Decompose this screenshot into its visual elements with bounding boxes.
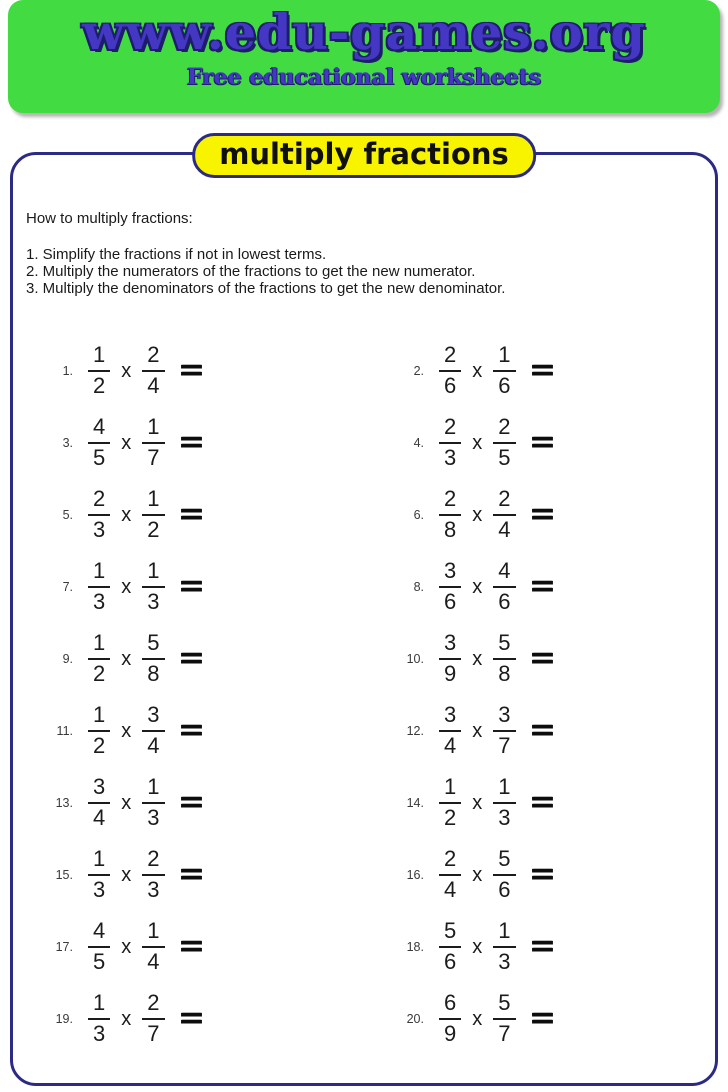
fraction-denominator: 3 [147,589,160,614]
fraction-denominator: 7 [498,1021,511,1046]
fraction-numerator: 5 [493,631,515,660]
problem-number: 4. [413,436,424,450]
problem-row [364,767,715,839]
fraction-denominator: 7 [147,1021,160,1046]
fraction-first [439,991,461,1046]
problem-row [364,983,715,1055]
fraction-denominator: 7 [147,445,160,470]
problem-row [13,839,364,911]
problem-number: 14. [406,796,424,810]
fraction-numerator: 2 [88,487,110,516]
fraction-first [88,487,110,542]
multiply-operator: x [121,863,132,886]
problem-number: 20. [406,1012,424,1026]
fraction-first [88,559,110,614]
fraction-first [439,415,461,470]
site-url-title: www.edu-games.org [82,3,646,61]
multiply-operator: x [121,431,132,454]
problem-row [364,407,715,479]
fraction-numerator: 5 [493,991,515,1020]
fraction-second [142,703,164,758]
problem-row [364,911,715,983]
fraction-numerator: 3 [493,703,515,732]
equals-sign: = [529,927,556,964]
problem-row [13,479,364,551]
fraction-denominator: 3 [498,805,511,830]
fraction-denominator: 4 [147,733,160,758]
multiply-operator: x [472,935,483,958]
problem-row [13,695,364,767]
fraction-numerator: 3 [439,703,461,732]
problem-row [13,407,364,479]
fraction-denominator: 3 [444,445,457,470]
fraction-second [142,415,164,470]
equals-sign: = [178,999,205,1036]
multiply-operator: x [472,719,483,742]
fraction-first [439,487,461,542]
fraction-denominator: 6 [498,877,511,902]
equals-sign: = [178,927,205,964]
equals-sign: = [529,855,556,892]
fraction-denominator: 4 [498,517,511,542]
problem-row [13,551,364,623]
fraction-numerator: 2 [439,487,461,516]
fraction-second [493,415,515,470]
worksheet-title: multiply fractions [192,133,536,178]
multiply-operator: x [121,647,132,670]
problem-number: 17. [55,940,73,954]
fraction-first [88,343,110,398]
problem-number: 15. [55,868,73,882]
problem-row [13,983,364,1055]
fraction-denominator: 4 [93,805,106,830]
multiply-operator: x [472,647,483,670]
fraction-numerator: 1 [493,775,515,804]
fraction-second [493,991,515,1046]
fraction-numerator: 6 [439,991,461,1020]
problem-number: 19. [55,1012,73,1026]
fraction-denominator: 8 [147,661,160,686]
fraction-numerator: 3 [142,703,164,732]
instruction-step: 1. Simplify the fractions if not in lowest terms. [26,246,327,263]
fraction-numerator: 3 [88,775,110,804]
problem-number: 11. [56,724,73,738]
fraction-denominator: 6 [444,373,457,398]
fraction-second [142,559,164,614]
fraction-numerator: 3 [439,559,461,588]
fraction-second [142,487,164,542]
multiply-operator: x [121,719,132,742]
equals-sign: = [529,999,556,1036]
fraction-denominator: 5 [93,949,106,974]
fraction-numerator: 5 [142,631,164,660]
multiply-operator: x [121,359,132,382]
fraction-denominator: 8 [498,661,511,686]
problem-number: 9. [62,652,73,666]
problem-number: 1. [62,364,73,378]
fraction-numerator: 2 [142,343,164,372]
problem-row [13,767,364,839]
equals-sign: = [178,711,205,748]
problem-row [13,623,364,695]
multiply-operator: x [472,575,483,598]
fraction-denominator: 9 [444,661,457,686]
fraction-numerator: 2 [142,991,164,1020]
equals-sign: = [178,783,205,820]
equals-sign: = [529,495,556,532]
site-tagline: Free educational worksheets [186,64,542,90]
fraction-denominator: 5 [93,445,106,470]
problem-number: 12. [406,724,424,738]
fraction-first [439,631,461,686]
equals-sign: = [178,351,205,388]
fraction-denominator: 6 [498,589,511,614]
fraction-denominator: 3 [147,805,160,830]
fraction-second [493,631,515,686]
problems-grid [13,335,715,1055]
fraction-numerator: 4 [88,415,110,444]
multiply-operator: x [121,791,132,814]
equals-sign: = [178,567,205,604]
problem-number: 6. [413,508,424,522]
multiply-operator: x [121,503,132,526]
fraction-first [88,415,110,470]
fraction-numerator: 1 [439,775,461,804]
problem-number: 10. [406,652,424,666]
fraction-denominator: 6 [444,589,457,614]
fraction-denominator: 2 [444,805,457,830]
instructions-heading: How to multiply fractions: [26,210,193,227]
multiply-operator: x [472,359,483,382]
fraction-denominator: 6 [498,373,511,398]
fraction-numerator: 5 [493,847,515,876]
fraction-denominator: 2 [93,733,106,758]
fraction-denominator: 2 [93,661,106,686]
problem-row [364,695,715,767]
equals-sign: = [529,351,556,388]
fraction-second [493,343,515,398]
fraction-numerator: 1 [88,343,110,372]
equals-sign: = [529,567,556,604]
fraction-second [493,919,515,974]
fraction-numerator: 1 [142,919,164,948]
equals-sign: = [178,495,205,532]
fraction-numerator: 1 [142,487,164,516]
fraction-denominator: 3 [93,877,106,902]
equals-sign: = [178,423,205,460]
fraction-first [88,991,110,1046]
fraction-second [493,847,515,902]
multiply-operator: x [472,863,483,886]
fraction-denominator: 9 [444,1021,457,1046]
problem-row [364,839,715,911]
problem-number: 7. [62,580,73,594]
fraction-denominator: 2 [147,517,160,542]
instruction-step: 2. Multiply the numerators of the fractions to get the new numerator. [26,263,476,280]
multiply-operator: x [472,431,483,454]
problem-row [13,335,364,407]
fraction-first [439,343,461,398]
instructions-steps [26,246,695,297]
problem-number: 8. [413,580,424,594]
fraction-denominator: 4 [444,733,457,758]
fraction-numerator: 1 [142,415,164,444]
fraction-numerator: 2 [439,847,461,876]
problem-number: 18. [406,940,424,954]
problem-row [364,623,715,695]
multiply-operator: x [121,935,132,958]
problem-number: 3. [62,436,73,450]
fraction-first [439,919,461,974]
fraction-denominator: 4 [147,949,160,974]
fraction-denominator: 4 [444,877,457,902]
problem-row [364,335,715,407]
fraction-numerator: 1 [493,919,515,948]
fraction-denominator: 3 [93,589,106,614]
fraction-second [493,703,515,758]
fraction-denominator: 3 [147,877,160,902]
fraction-first [439,775,461,830]
fraction-numerator: 4 [493,559,515,588]
fraction-denominator: 8 [444,517,457,542]
fraction-denominator: 2 [93,373,106,398]
fraction-first [88,703,110,758]
fraction-first [88,631,110,686]
fraction-denominator: 4 [147,373,160,398]
fraction-second [493,775,515,830]
fraction-numerator: 2 [439,415,461,444]
equals-sign: = [529,711,556,748]
fraction-numerator: 5 [439,919,461,948]
fraction-second [142,847,164,902]
fraction-first [439,559,461,614]
worksheet-box [10,137,718,1086]
fraction-second [493,559,515,614]
multiply-operator: x [121,1007,132,1030]
equals-sign: = [178,855,205,892]
fraction-numerator: 1 [142,559,164,588]
equals-sign: = [529,639,556,676]
fraction-numerator: 1 [88,631,110,660]
fraction-denominator: 3 [93,1021,106,1046]
fraction-numerator: 1 [493,343,515,372]
site-banner [8,0,720,113]
fraction-second [493,487,515,542]
fraction-first [439,847,461,902]
fraction-first [88,919,110,974]
fraction-numerator: 1 [88,703,110,732]
fraction-denominator: 3 [93,517,106,542]
problem-row [364,479,715,551]
problem-number: 2. [413,364,424,378]
multiply-operator: x [472,791,483,814]
fraction-numerator: 1 [88,559,110,588]
problem-number: 13. [55,796,73,810]
fraction-second [142,775,164,830]
fraction-denominator: 7 [498,733,511,758]
problem-number: 5. [62,508,73,522]
fraction-numerator: 1 [88,847,110,876]
equals-sign: = [529,783,556,820]
multiply-operator: x [472,1007,483,1030]
fraction-denominator: 6 [444,949,457,974]
multiply-operator: x [472,503,483,526]
problem-number: 16. [406,868,424,882]
fraction-numerator: 2 [493,415,515,444]
fraction-numerator: 4 [88,919,110,948]
problem-row [13,911,364,983]
fraction-denominator: 3 [498,949,511,974]
instruction-step: 3. Multiply the denominators of the fractions to get the new denominator. [26,280,506,297]
equals-sign: = [529,423,556,460]
fraction-second [142,919,164,974]
fraction-second [142,991,164,1046]
fraction-numerator: 1 [88,991,110,1020]
fraction-denominator: 5 [498,445,511,470]
fraction-first [88,775,110,830]
fraction-first [88,847,110,902]
problem-row [364,551,715,623]
fraction-numerator: 3 [439,631,461,660]
fraction-numerator: 2 [142,847,164,876]
fraction-second [142,631,164,686]
fraction-first [439,703,461,758]
fraction-numerator: 1 [142,775,164,804]
fraction-numerator: 2 [493,487,515,516]
fraction-second [142,343,164,398]
equals-sign: = [178,639,205,676]
multiply-operator: x [121,575,132,598]
fraction-numerator: 2 [439,343,461,372]
